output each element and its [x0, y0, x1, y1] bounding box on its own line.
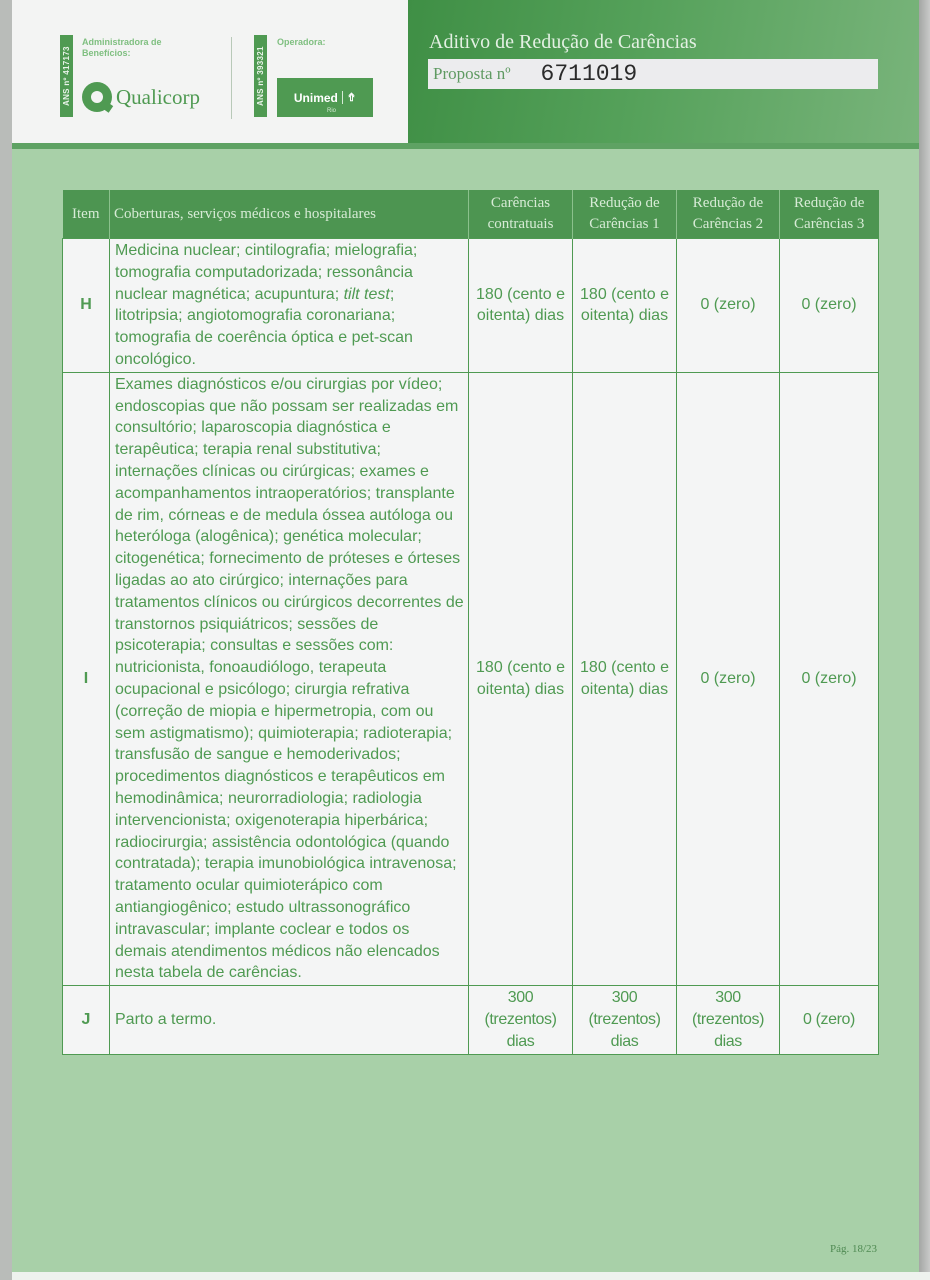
proposal-number-field: [428, 59, 878, 89]
unimed-tree-icon: ⇮: [342, 91, 356, 104]
proposal-label: Proposta nº: [433, 64, 511, 83]
qualicorp-logo: [82, 82, 200, 112]
item-code: I: [63, 372, 110, 985]
carencias-contratuais-value: 180 (cento e oitenta) dias: [469, 372, 573, 985]
coverage-description-italic: tilt test: [343, 285, 390, 303]
unimed-region-text: Rio: [327, 108, 337, 114]
logo-divider: [231, 37, 232, 119]
coverage-description: [110, 239, 469, 373]
header-reducao-3: Redução de Carências 3: [780, 190, 879, 239]
carencias-contratuais-value: 180 (cento e oitenta) dias: [469, 239, 573, 373]
coverage-description: Parto a termo.: [110, 986, 469, 1055]
table-row: [63, 239, 879, 373]
reducao-1-value: 180 (cento e oitenta) dias: [573, 239, 677, 373]
reducao-1-value: 180 (cento e oitenta) dias: [573, 372, 677, 985]
unimed-logo-text: Unimed: [293, 90, 338, 105]
qualicorp-logo-text: Qualicorp: [116, 84, 200, 109]
reducao-3-value: 0 (zero): [780, 239, 879, 373]
reducao-1-value: 300 (trezentos) dias: [573, 986, 677, 1055]
table-row: [63, 986, 879, 1055]
coverage-table: [62, 190, 879, 1055]
reducao-2-value: 300 (trezentos) dias: [677, 986, 780, 1055]
reducao-2-value: 0 (zero): [677, 239, 780, 373]
administrator-label: Administradora de Benefícios:: [82, 37, 162, 58]
page-number: Pág. 18/23: [830, 1243, 878, 1255]
item-code: J: [63, 986, 110, 1055]
header-carencias-contratuais: Carências contratuais: [469, 190, 573, 239]
table-row: [63, 372, 879, 985]
operator-ans-badge: ANS nº 393321: [254, 35, 267, 117]
page-edge-shadow: [919, 0, 930, 1280]
table-header-row: [63, 190, 879, 239]
coverage-description-part: ; litotripsia; angiotomografia coronariana; tomografia de coerência óptica e pet-scan oncológico.: [115, 285, 413, 368]
header-item: Item: [63, 190, 110, 239]
header-reducao-2: Redução de Carências 2: [677, 190, 780, 239]
header-reducao-1: Redução de Carências 1: [573, 190, 677, 239]
carencias-contratuais-value: 300 (trezentos) dias: [469, 986, 573, 1055]
header-bottom-strip: [12, 143, 919, 149]
proposal-number: 6711019: [540, 61, 638, 87]
header-coverage: Coberturas, serviços médicos e hospitalares: [110, 190, 469, 239]
administrator-ans-badge: ANS nº 417173: [60, 35, 73, 117]
page-bottom-edge: [12, 1272, 930, 1280]
qualicorp-q-icon: [82, 82, 112, 112]
coverage-description-part: Medicina nuclear; cintilografia; mielografia; tomografia computadorizada; ressonância nuclear magnética; acupuntura;: [115, 242, 418, 303]
reducao-3-value: 0 (zero): [780, 986, 879, 1055]
item-code: H: [63, 239, 110, 373]
unimed-logo: [277, 78, 373, 117]
coverage-description: Exames diagnósticos e/ou cirurgias por vídeo; endoscopias que não possam ser realizadas em consultório; laparoscopia diagnóstica e terapêutica; terapia renal substitutiva; internações clínicas ou cirúrgicas; exames e acompanhamentos intraoperatórios; transplante de rim, córneas e de medula óssea autóloga ou heteróloga (alogênica); genética molecular; citogenética; fornecimento de próteses e órteses ligadas ao ato cirúrgico; internações para tratamentos clínicos ou cirúrgicos decorrentes de transtornos psiquiátricos; sessões de psicoterapia; consultas e sessões com: nutricionista, fonoaudiólogo, terapeuta ocupacional e psicólogo; cirurgia refrativa (correção de miopia e hipermetropia, com ou sem astigmatismo); quimioterapia; radioterapia; transfusão de sangue e hemoderivados; procedimentos diagnósticos e terapêuticos em hemodinâmica; neurorradiologia; radiologia intervencionista; oxigenoterapia hiperbárica; radiocirurgia; assistência odontológica (quando contratada); terapia imunobiológica intravenosa; tratamento ocular quimioterápico com antiangiogênico; estudo ultrassonográfico intravascular; implante coclear e todos os demais atendimentos médicos não elencados nesta tabela de carências.: [110, 372, 469, 985]
reducao-2-value: 0 (zero): [677, 372, 780, 985]
operator-label: Operadora:: [277, 37, 326, 47]
reducao-3-value: 0 (zero): [780, 372, 879, 985]
document-title: Aditivo de Redução de Carências: [429, 31, 697, 53]
